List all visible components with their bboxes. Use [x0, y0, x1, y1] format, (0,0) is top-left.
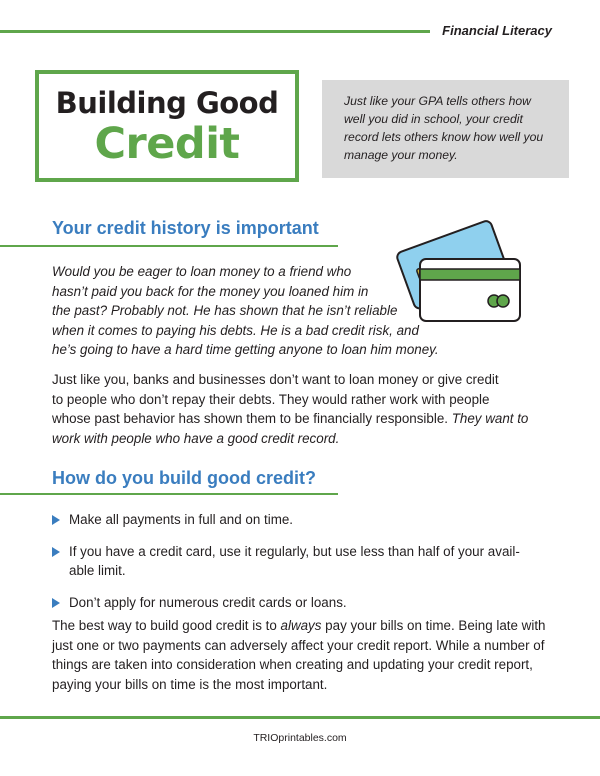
title-line-2: Credit [94, 119, 240, 169]
section-rule [0, 245, 338, 247]
intro-line: well you did in school, your credit [344, 112, 523, 126]
triangle-bullet-icon [52, 547, 60, 557]
paragraph-best-way [52, 616, 546, 694]
tips-list [52, 510, 552, 624]
paragraph-line: just one or two payments can adversely affect your credit report. While a number of [52, 637, 545, 653]
list-item-text: Don’t apply for numerous credit cards or loans. [69, 594, 347, 610]
intro-line: record lets others know how well you [344, 130, 544, 144]
footer-rule [0, 716, 600, 719]
paragraph-line [52, 616, 546, 636]
paragraph-emphasis: always [280, 618, 322, 633]
paragraph-line: hasn’t paid you back for the money you loaned him in [52, 283, 369, 299]
list-item [52, 542, 552, 581]
title-line-1: Building Good [55, 86, 279, 120]
list-item-text: Make all payments in full and on time. [69, 512, 294, 527]
paragraph-emphasis: They want to [451, 411, 529, 427]
paragraph-line [52, 429, 528, 449]
footer-site: TRIOprintables.com [253, 732, 347, 744]
intro-line: Just like your GPA tells others how [344, 94, 531, 108]
paragraph-line [52, 409, 528, 429]
paragraph-text: The best way to build good credit is to [52, 618, 281, 633]
list-item [52, 510, 552, 530]
paragraph-text: whose past behavior has shown them to be financially responsible. [52, 411, 452, 427]
paragraph-line: to people who don’t repay their debts. They would rather work with people [52, 391, 490, 407]
paragraph-line: Just like you, banks and businesses don’t want to loan money or give credit [52, 372, 499, 387]
paragraph-line: things are taken into consideration when creating and updating your credit report, [52, 657, 533, 673]
paragraph-line: he’s going to have a hard time getting anyone to loan him money. [52, 342, 439, 358]
section-rule [0, 493, 338, 495]
list-item [52, 593, 552, 613]
triangle-bullet-icon [52, 515, 60, 525]
intro-box [322, 80, 569, 178]
paragraph-line: when it comes to paying his debts. He is a bad credit risk, and [52, 322, 419, 338]
paragraph-line: paying your bills on time is the most important. [52, 676, 328, 692]
list-item-text: able limit. [69, 563, 126, 579]
section-heading-credit-history: Your credit history is important [52, 218, 319, 238]
paragraph-line: Would you be eager to loan money to a friend who [52, 264, 352, 279]
section-heading-build-credit: How do you build good credit? [52, 468, 316, 488]
paragraph-banks [52, 370, 528, 448]
paragraph-line: the past? Probably not. He has shown that he isn’t reliable [52, 303, 398, 319]
triangle-bullet-icon [52, 598, 60, 608]
paragraph-text: pay your bills on time. Being late with [321, 618, 546, 633]
title-box [35, 70, 299, 182]
category-label: Financial Literacy [442, 23, 552, 38]
paragraph-friend-loan [52, 262, 439, 360]
paragraph-emphasis: work with people who have a good credit record. [52, 430, 340, 446]
header-rule [0, 30, 430, 33]
intro-line: manage your money. [344, 148, 458, 162]
list-item-text: If you have a credit card, use it regularly, but use less than half of your avail- [69, 543, 520, 559]
